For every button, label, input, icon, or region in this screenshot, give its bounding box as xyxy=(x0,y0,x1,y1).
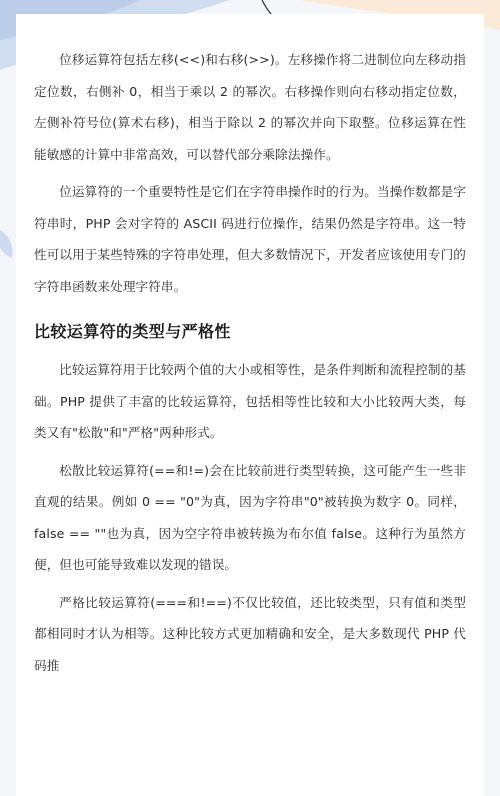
paragraph-loose-comparison: 松散比较运算符(==和!=)会在比较前进行类型转换，这可能产生一些非直观的结果。例如 0 == "0"为真，因为字符串"0"被转换为数字 0。同样，false == ""也为真，因为空字符串被转换为布尔值 false。这种行为虽然方便，但也可能导致难以发现的错误。 xyxy=(34,462,466,572)
paragraph-bit-shift: 位移运算符包括左移(<<)和右移(>>)。左移操作将二进制位向左移动指定位数，右侧补 0，相当于乘以 2 的幂次。右移操作则向右移动指定位数，左侧补符号位(算术右移)，相当于除以 2 的幂次并向下取整。位移运算在性能敏感的计算中非常高效，可以替代部分乘除法操作。 xyxy=(34,52,466,162)
paragraph-bitwise-strings: 位运算符的一个重要特性是它们在字符串操作时的行为。当操作数都是字符串时，PHP 会对字符的 ASCII 码进行位操作，结果仍然是字符串。这一特性可以用于某些特殊的字符串处理，但大多数情况下，开发者应该使用专门的字符串函数来处理字符串。 xyxy=(34,184,466,294)
section-heading: 比较运算符的类型与严格性 xyxy=(34,322,231,341)
document-page xyxy=(16,14,484,796)
paragraph-strict-comparison: 严格比较运算符(===和!==)不仅比较值，还比较类型，只有值和类型都相同时才认为相等。这种比较方式更加精确和安全，是大多数现代 PHP 代码推 xyxy=(34,594,466,673)
paragraph-comparison-intro: 比较运算符用于比较两个值的大小或相等性，是条件判断和流程控制的基础。PHP 提供了丰富的比较运算符，包括相等性比较和大小比较两大类，每类又有"松散"和"严格"两种形式。 xyxy=(34,362,466,440)
left-edge-accent xyxy=(0,230,13,258)
